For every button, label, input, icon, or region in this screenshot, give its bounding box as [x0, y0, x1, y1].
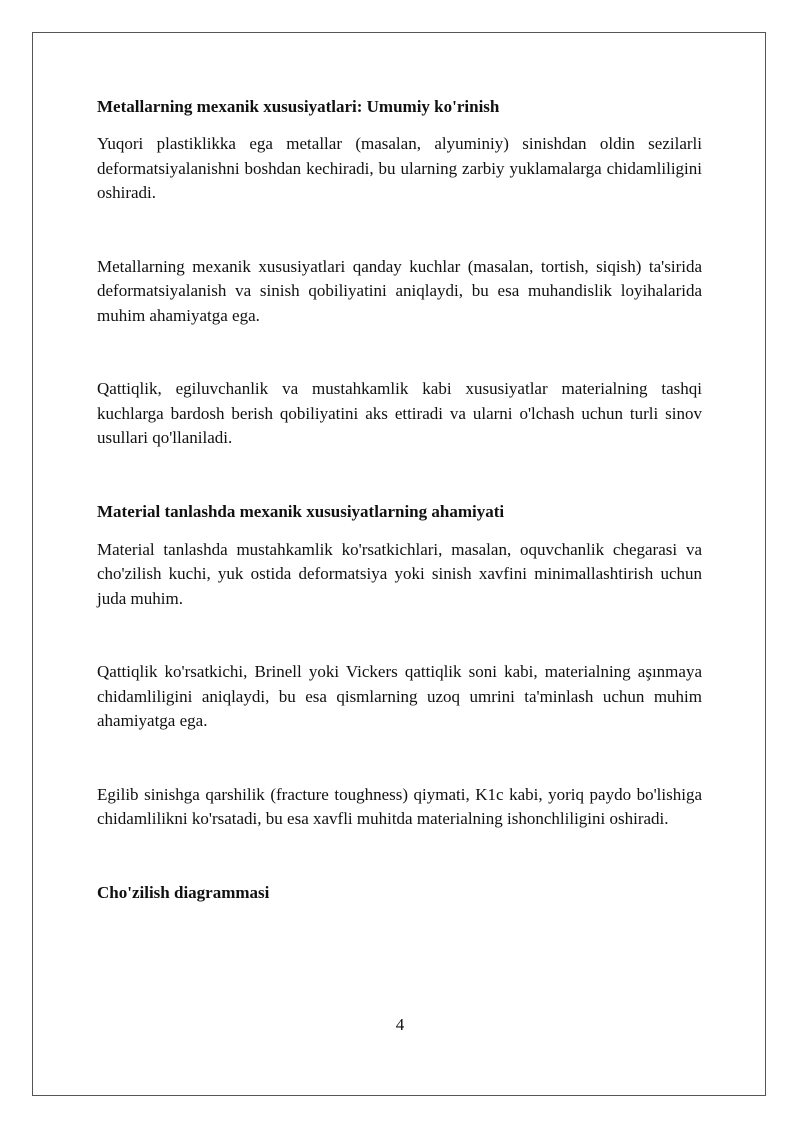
- page-content: [97, 95, 702, 905]
- paragraph-strength-indicators: Material tanlashda mustahkamlik ko'rsatkichlari, masalan, oquvchanlik chegarasi va cho'zilish kuchi, yuk ostida deformatsiya yoki sinish xavfini minimallashtirish uchun juda muhim.: [97, 539, 702, 608]
- paragraph-plasticity: Yuqori plastiklikka ega metallar (masalan, alyuminiy) sinishdan oldin sezilarli deformatsiyalanishni boshdan kechiradi, bu ularning zarbiy yuklamalarga chidamliligini oshiradi.: [97, 134, 702, 202]
- page-number: 4: [395, 1015, 405, 1034]
- paragraph-deformation-ability: Metallarning mexanik xususiyatlari qanday kuchlar (masalan, tortish, siqish) ta'sirida deformatsiyalanish va sinish qobiliyatini aniqlaydi, bu esa muhandislik loyihalarida muhim ahamiyatga ega.: [97, 256, 702, 325]
- paragraph-fracture-toughness: Egilib sinishga qarshilik (fracture toughness) qiymati, K1c kabi, yoriq paydo bo'lishiga chidamlilikni ko'rsatadi, bu esa xavfli muhitda materialning ishonchliligini oshiradi.: [97, 784, 702, 828]
- paragraph-hardness-indicator: Qattiqlik ko'rsatkichi, Brinell yoki Vickers qattiqlik soni kabi, materialning aşınmaya chidamliligini aniqlaydi, bu esa qismlarning uzoq umrini ta'minlash uchun muhim ahamiyatga ega.: [97, 662, 702, 730]
- section-heading-mechanical-properties-overview: Metallarning mexanik xususiyatlari: Umumiy ko'rinish: [97, 97, 500, 116]
- section-heading-tensile-diagram: Cho'zilish diagrammasi: [97, 882, 270, 902]
- section-heading-material-selection: Material tanlashda mexanik xususiyatlarning ahamiyati: [97, 501, 505, 521]
- paragraph-hardness-strength: Qattiqlik, egiluvchanlik va mustahkamlik kabi xususiyatlar materialning tashqi kuchlarga bardosh berish qobiliyatini aks ettiradi va ularni o'lchash uchun turli sinov usullari qo'llaniladi.: [97, 379, 702, 447]
